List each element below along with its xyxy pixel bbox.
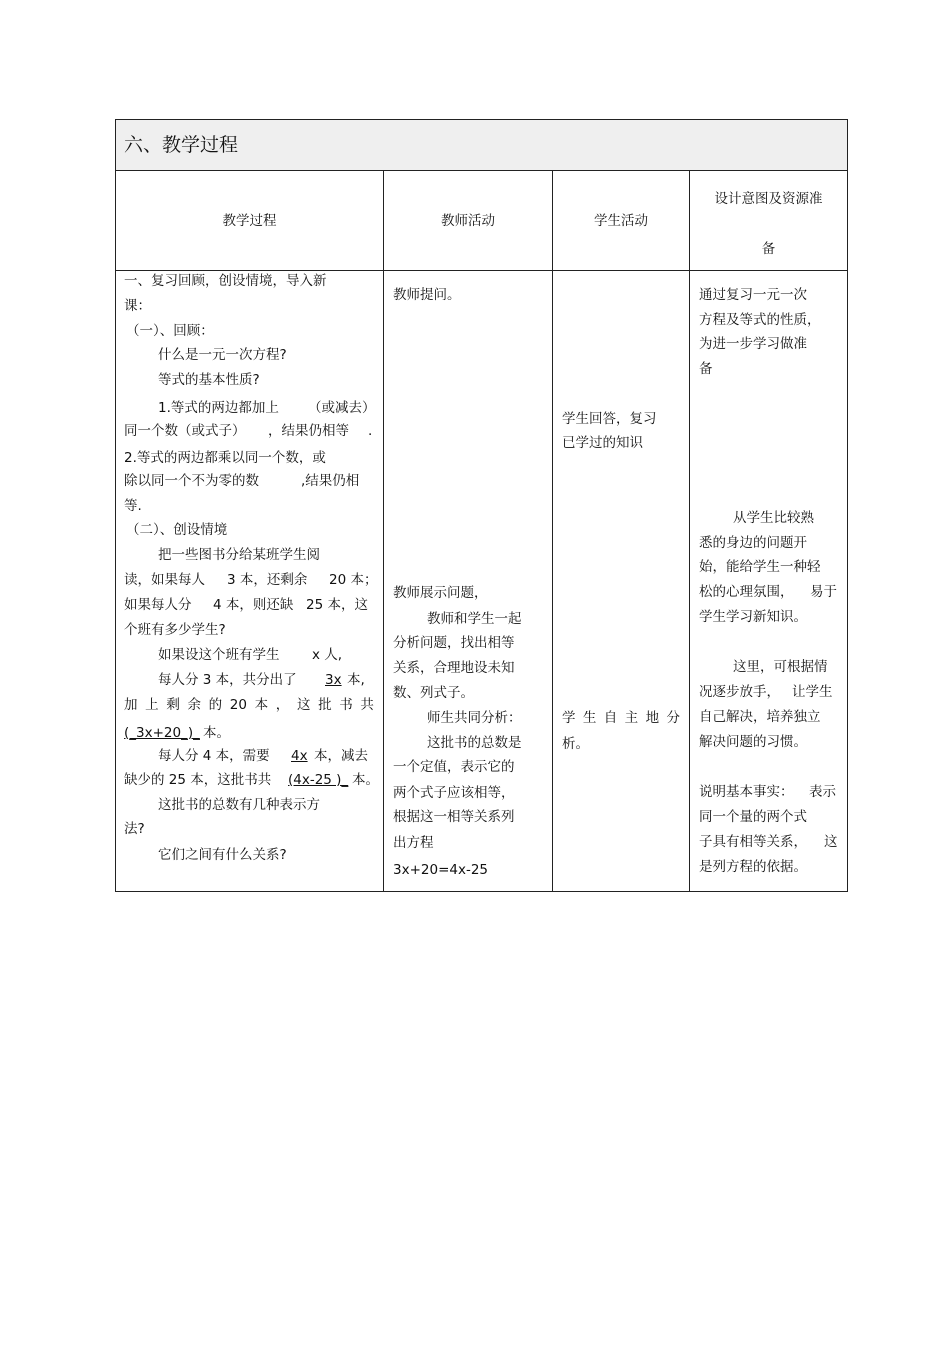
justified-glyph: 主 bbox=[624, 710, 639, 726]
design-line: 同一个量的两个式 bbox=[699, 809, 807, 825]
design-line: 让学生 bbox=[792, 684, 833, 700]
design-line: 从学生比较熟 bbox=[733, 510, 814, 526]
process-line: 缺少的 25 本，这批书共 bbox=[124, 772, 272, 788]
process-line: 什么是一元一次方程? bbox=[158, 347, 287, 363]
process-line: . bbox=[368, 423, 373, 439]
teacher-line: 关系，合理地设未知 bbox=[393, 660, 515, 676]
design-line: 况逐步放手， bbox=[699, 684, 780, 700]
process-line: 本。 bbox=[203, 725, 230, 741]
process-line: 本，减去 bbox=[314, 748, 368, 764]
justified-glyph: ， bbox=[275, 697, 290, 713]
process-line: 本。 bbox=[352, 772, 379, 788]
teacher-line: 师生共同分析： bbox=[427, 710, 522, 726]
teacher-line: 数、列式子。 bbox=[393, 685, 474, 701]
justified-glyph: 20 bbox=[229, 697, 247, 713]
justified-glyph: 地 bbox=[645, 710, 660, 726]
design-line: 子具有相等关系， bbox=[699, 834, 807, 850]
process-line: 2.等式的两边都乘以同一个数，或 bbox=[124, 450, 326, 466]
design-line: 悉的身边的问题开 bbox=[699, 535, 807, 551]
justified-glyph: 批 bbox=[318, 697, 332, 713]
header-process-label: 教学过程 bbox=[222, 213, 277, 229]
header-teacher-label: 教师活动 bbox=[441, 213, 495, 229]
header-design-label: 设计意图及资源准 bbox=[714, 191, 823, 207]
justified-glyph: 书 bbox=[339, 697, 353, 713]
process-line: 4 本，则还缺 bbox=[213, 597, 294, 613]
design-line: 表示 bbox=[809, 784, 836, 800]
design-line: 说明基本事实： bbox=[699, 784, 794, 800]
equation: 3x+20=4x-25 bbox=[393, 862, 489, 878]
process-line: （或减去） bbox=[308, 400, 376, 416]
section-title-row bbox=[116, 120, 847, 171]
design-line: 是列方程的依据。 bbox=[699, 859, 807, 875]
teacher-line: 教师和学生一起 bbox=[427, 611, 522, 627]
process-line: 等. bbox=[124, 498, 142, 514]
justified-glyph: 上 bbox=[145, 697, 159, 713]
header-design bbox=[690, 172, 847, 270]
justified-glyph: 自 bbox=[603, 710, 618, 726]
justified-glyph: 的 bbox=[208, 697, 223, 713]
justified-glyph: 加 bbox=[124, 697, 138, 713]
justified-glyph: 生 bbox=[582, 710, 597, 726]
header-divider bbox=[116, 270, 847, 271]
process-line: 3 本，还剩余 bbox=[227, 572, 308, 588]
process-line: 一、复习回顾，创设情境，导入新 bbox=[124, 273, 327, 289]
justified-glyph: 本 bbox=[254, 697, 269, 713]
process-line: 每人分 3 本，共分出了 bbox=[158, 672, 297, 688]
teacher-line: 教师展示问题， bbox=[393, 585, 488, 601]
process-line: 除以同一个不为零的数 bbox=[124, 473, 259, 489]
teacher-line: 两个式子应该相等， bbox=[393, 785, 515, 801]
teacher-line: 出方程 bbox=[393, 835, 434, 851]
process-line: 个班有多少学生? bbox=[124, 622, 226, 638]
header-design-label: 备 bbox=[761, 241, 776, 257]
process-line: ,结果仍相 bbox=[301, 473, 360, 489]
answer-blank: (4x-25 )_ bbox=[288, 772, 349, 788]
process-line: 课： bbox=[124, 298, 151, 314]
teacher-line: 分析问题，找出相等 bbox=[393, 635, 515, 651]
answer-blank: 4x bbox=[291, 748, 308, 764]
process-line: 1.等式的两边都加上 bbox=[158, 400, 279, 416]
justified-glyph: 共 bbox=[360, 697, 374, 713]
process-line: 如果设这个班有学生 bbox=[158, 647, 280, 663]
process-line: x 人, bbox=[312, 647, 343, 663]
design-line: 解决问题的习惯。 bbox=[699, 734, 807, 750]
justified-glyph: 剩 bbox=[166, 697, 180, 713]
header-student-label: 学生活动 bbox=[594, 213, 648, 229]
teacher-line: 教师提问。 bbox=[393, 287, 461, 303]
student-line: 已学过的知识 bbox=[562, 435, 643, 451]
column-divider bbox=[552, 171, 553, 891]
process-line: 20 本； bbox=[329, 572, 378, 588]
section-title: 六、教学过程 bbox=[124, 134, 239, 156]
answer-blank: (_3x+20_)_ bbox=[124, 725, 200, 741]
teacher-line: 这批书的总数是 bbox=[427, 735, 522, 751]
process-line: 等式的基本性质? bbox=[158, 372, 260, 388]
design-line: 松的心理氛围， bbox=[699, 584, 794, 600]
process-line: 本, bbox=[347, 672, 365, 688]
justified-glyph: 这 bbox=[296, 697, 311, 713]
teacher-line: 根据这一相等关系列 bbox=[393, 809, 515, 825]
student-line: 学生回答，复习 bbox=[562, 411, 657, 427]
design-line: 这 bbox=[824, 834, 838, 850]
design-line: 为进一步学习做准 bbox=[699, 336, 807, 352]
student-justified-line bbox=[562, 709, 680, 727]
header-process bbox=[116, 172, 383, 270]
header-teacher bbox=[384, 172, 552, 270]
column-divider bbox=[383, 171, 384, 891]
design-line: 通过复习一元一次 bbox=[699, 287, 807, 303]
process-line: 把一些图书分给某班学生阅 bbox=[158, 547, 320, 563]
process-line: （二）、创设情境 bbox=[126, 522, 228, 538]
header-student bbox=[553, 172, 689, 270]
process-line: 法? bbox=[124, 821, 145, 837]
design-line: 方程及等式的性质， bbox=[699, 312, 821, 328]
process-line: 如果每人分 bbox=[124, 597, 192, 613]
process-line: 读，如果每人 bbox=[124, 572, 205, 588]
process-line: （一）、回顾： bbox=[126, 323, 214, 339]
design-line: 备 bbox=[699, 361, 713, 377]
student-line: 析。 bbox=[562, 736, 589, 752]
design-line: 学生学习新知识。 bbox=[699, 609, 807, 625]
design-line: 这里，可根据情 bbox=[733, 659, 828, 675]
process-line: 25 本，这 bbox=[306, 597, 368, 613]
process-line: 每人分 4 本，需要 bbox=[158, 748, 270, 764]
lesson-process-table bbox=[115, 119, 848, 892]
design-line: 始，能给学生一种轻 bbox=[699, 559, 821, 575]
design-line: 易于 bbox=[810, 584, 837, 600]
process-line: 它们之间有什么关系? bbox=[158, 847, 287, 863]
design-line: 自己解决，培养独立 bbox=[699, 709, 821, 725]
teacher-line: 一个定值，表示它的 bbox=[393, 759, 515, 775]
justified-glyph: 学 bbox=[562, 710, 576, 726]
process-line: ，结果仍相等 bbox=[268, 423, 349, 439]
column-divider bbox=[689, 171, 690, 891]
process-justified-line bbox=[124, 696, 374, 714]
process-line: 同一个数（或式子） bbox=[124, 423, 246, 439]
justified-glyph: 余 bbox=[187, 697, 201, 713]
answer-blank: 3x bbox=[325, 672, 342, 688]
justified-glyph: 分 bbox=[666, 710, 680, 726]
process-line: 这批书的总数有几种表示方 bbox=[158, 797, 320, 813]
